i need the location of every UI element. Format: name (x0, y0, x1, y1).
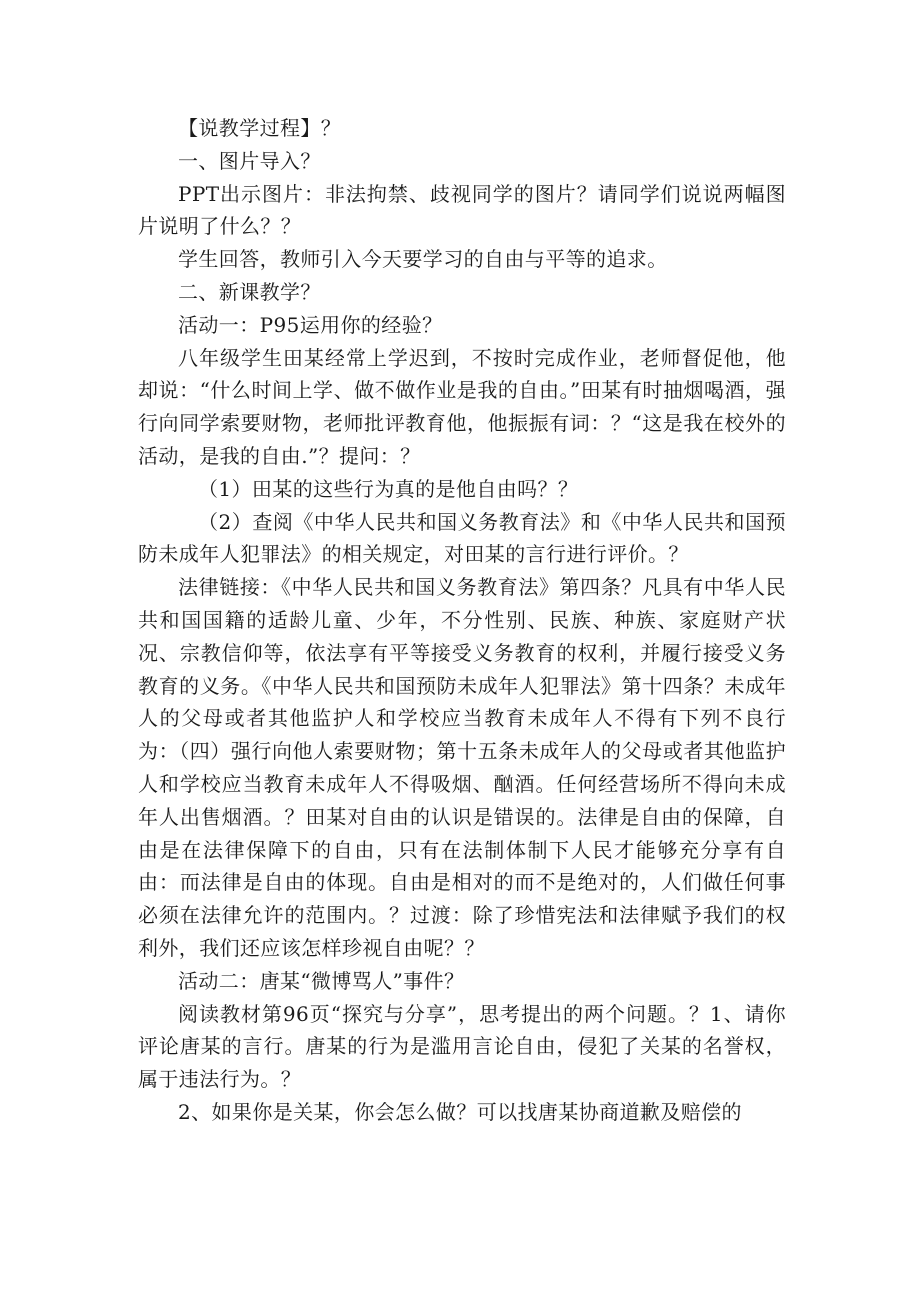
paragraph-activity-one: 活动一：P95运用你的经验？ (178, 312, 443, 337)
subheading-new-lesson: 二、新课教学？ (178, 279, 321, 304)
paragraph-activity-two: 活动二：唐某“微博骂人”事件？ (178, 968, 465, 993)
question-one: （1）田某的这些行为真的是他自由吗？？ (198, 476, 579, 501)
paragraph-if-you-are-guan: 2、如果你是关某，你会怎么做？可以找唐某协商道歉及赔偿的 (178, 1099, 742, 1124)
paragraph-student-answer: 学生回答，教师引入今天要学习的自由与平等的追求。 (178, 247, 668, 272)
paragraph-read-textbook: 阅读教材第96页“探究与分享”，思考提出的两个问题。？1、请你评论唐某的言行。唐某的行为是滥用言论自由，侵犯了关某的名誉权，属于违法行为。？ (138, 1001, 786, 1092)
section-heading-teaching-process: 【说教学过程】？ (178, 116, 342, 140)
question-two: （2）查阅《中华人民共和国义务教育法》和《中华人民共和国预防未成年人犯罪法》的相关规定，对田某的言行进行评价。？ (138, 509, 786, 567)
paragraph-ppt-pictures: PPT出示图片：非法拘禁、歧视同学的图片？请同学们说说两幅图片说明了什么？？ (138, 181, 786, 239)
document-body (138, 112, 786, 1129)
subheading-picture-intro: 一、图片导入？ (178, 148, 321, 173)
paragraph-case-tian: 八年级学生田某经常上学迟到，不按时完成作业，老师督促他，他却说：“什么时间上学、做不做作业是我的自由。”田某有时抽烟喝酒，强行向同学索要财物，老师批评教育他，他振振有词：？“这是我在校外的活动，是我的自由.”？提问：？ (138, 345, 786, 468)
paragraph-law-link: 法律链接：《中华人民共和国义务教育法》第四条？凡具有中华人民共和国国籍的适龄儿童、少年，不分性别、民族、种族、家庭财产状况、宗教信仰等，依法享有平等接受义务教育的权利，并履行接受义务教育的义务。《中华人民共和国预防未成年人犯罪法》第十四条？未成年人的父母或者其他监护人和学校应当教育未成年人不得有下列不良行为：（四）强行向他人索要财物；第十五条未成年人的父母或者其他监护人和学校应当教育未成年人不得吸烟、酗酒。任何经营场所不得向未成年人出售烟酒。？田某对自由的认识是错误的。法律是自由的保障，自由是在法律保障下的自由，只有在法制体制下人民才能够充分享有自由：而法律是自由的体现。自由是相对的而不是绝对的，人们做任何事必须在法律允许的范围内。？过渡：除了珍惜宪法和法律赋予我们的权利外，我们还应该怎样珍视自由呢？？ (138, 575, 786, 960)
